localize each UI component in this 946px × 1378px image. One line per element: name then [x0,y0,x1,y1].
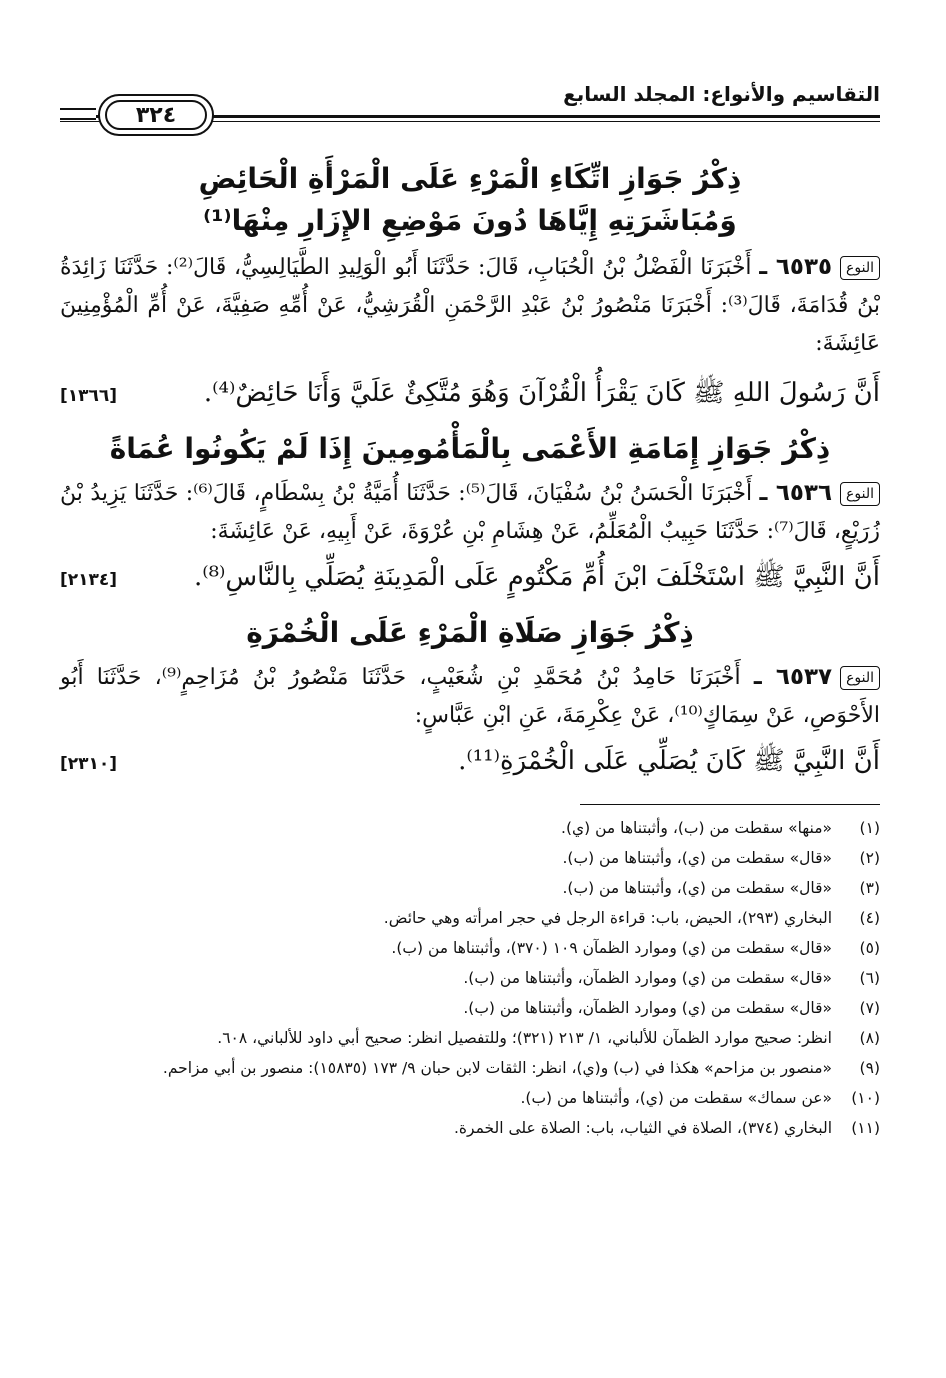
isnad-text: أَخْبَرَنَا الْحَسَنُ بْنُ سُفْيَانَ، قَالَ⁽⁵⁾: حَدَّثَنَا أُمَيَّةُ بْنُ بِسْطَامٍ، قَالَ⁽⁶⁾: حَدَّثَنَا يَزِيدُ بْنُ زُرَيْعٍ، قَالَ⁽⁷⁾: حَدَّثَنَا حَبِيبٌ الْمُعَلِّمُ، عَنْ هِشَامِ بْنِ عُرْوَةَ، عَنْ أَبِيهِ، عَنْ عَائِشَةَ: [60,481,880,544]
type-tag: النوع [840,666,880,690]
footnote-text: «قال» سقطت من (ي) وموارد الظمآن، وأثبتناها من (ب). [463,969,832,987]
footnote [60,1113,880,1143]
cross-reference: [٢١٣٤] [60,570,118,590]
footnote-text: «قال» سقطت من (ي)، وأثبتناها من (ب). [562,849,832,867]
matn-text: أَنَّ النَّبِيَّ ﷺ كَانَ يُصَلِّي عَلَى الْخُمْرَةِ⁽¹¹⁾. [458,746,880,776]
footnote-number: (٤) [859,909,880,927]
section-heading [60,612,880,654]
footnote-text: «منها» سقطت من (ب)، وأثبتناها من (ي). [561,819,832,837]
page-number: ٣٢٤ [105,100,207,130]
header-ornament [60,108,96,120]
footnote-number: (١٠) [851,1089,880,1107]
isnad-text: أَخْبَرَنَا حَامِدُ بْنُ مُحَمَّدِ بْنِ شُعَيْبٍ، حَدَّثَنَا مَنْصُورُ بْنُ مُزَاحِمٍ⁽⁹⁾، حَدَّثَنَا أَبُو الأَحْوَصِ، عَنْ سِمَاكٍ⁽¹⁰⁾، عَنْ عِكْرِمَةَ، عَنِ ابْنِ عَبَّاسٍ: [60,665,880,728]
running-title: التقاسيم والأنواع: المجلد السابع [549,82,880,106]
hadith-isnad [60,658,880,735]
footnote-text: «قال» سقطت من (ي)، وأثبتناها من (ب). [562,879,832,897]
footnote-number: (٦) [859,969,880,987]
heading-line: ذِكْرُ جَوَازِ إِمَامَةِ الأَعْمَى بِالْمَأْمُومِينَ إِذَا لَمْ يَكُونُوا عُمَاةً [109,432,831,465]
footnote [60,993,880,1023]
heading-line: وَمُبَاشَرَتِهِ إِيَّاهَا دُونَ مَوْضِعِ الإِزَارِ مِنْهَا⁽¹⁾ [203,204,737,237]
footnote [60,873,880,903]
footnote [60,1083,880,1113]
footnote-number: (٢) [859,849,880,867]
page-body [60,158,880,1143]
footnote-divider [580,804,880,805]
footnote-number: (٣) [859,879,880,897]
footnote-text: «قال» سقطت من (ي) وموارد الظمآن، وأثبتناها من (ب). [463,999,832,1017]
footnote [60,933,880,963]
footnote [60,1053,880,1083]
footnote [60,963,880,993]
hadith-matn [60,739,880,786]
heading-line: ذِكْرُ جَوَازِ صَلَاةِ الْمَرْءِ عَلَى الْخُمْرَةِ [246,616,694,649]
type-tag: النوع [840,482,880,506]
hadith-number: ٦٥٣٦ ـ [759,480,833,506]
footnote-text: انظر: صحيح موارد الظمآن للألباني، ١/ ٢١٣ (٣٢١)؛ وللتفصيل انظر: صحيح أبي داود للألباني، ٦٠٨. [217,1029,832,1047]
footnote-text: البخاري (٢٩٣)، الحيض، باب: قراءة الرجل في حجر امرأته وهي حائض. [383,909,832,927]
footnote [60,1023,880,1053]
section-heading [60,428,880,470]
matn-text: أَنَّ النَّبِيَّ ﷺ اسْتَخْلَفَ ابْنَ أُمِّ مَكْتُومٍ عَلَى الْمَدِينَةِ يُصَلِّي بِالنَّاسِ⁽⁸⁾. [193,562,880,592]
section-heading [60,158,880,242]
hadith-matn [60,371,880,418]
hadith-isnad [60,248,880,363]
footnotes [60,813,880,1143]
footnote-text: البخاري (٣٧٤)، الصلاة في الثياب، باب: الصلاة على الخمرة. [453,1119,832,1137]
matn-text: أَنَّ رَسُولَ اللهِ ﷺ كَانَ يَقْرَأُ الْقُرْآنَ وَهُوَ مُتَّكِئٌ عَلَيَّ وَأَنَا حَائِضٌ⁽⁴⁾. [203,378,880,408]
footnote-number: (١١) [851,1119,880,1137]
footnote [60,903,880,933]
footnote-text: «منصور بن مزاحم» هكذا في (ب) و(ي)، انظر: الثقات لابن حبان ٩/ ١٧٣ (١٥٨٣٥): منصور بن أبي مزاحم. [162,1059,832,1077]
cross-reference: [٢٣١٠] [60,754,118,774]
hadith-isnad [60,474,880,551]
isnad-text: أَخْبَرَنَا الْفَضْلُ بْنُ الْحُبَابِ، قَالَ: حَدَّثَنَا أَبُو الْوَلِيدِ الطَّيَالِسِيُّ، قَالَ⁽²⁾: حَدَّثَنَا زَائِدَةُ بْنُ قُدَامَةَ، قَالَ⁽³⁾: أَخْبَرَنَا مَنْصُورُ بْنُ عَبْدِ الرَّحْمَنِ الْقُرَشِيُّ، عَنْ أُمِّهِ صَفِيَّةَ، عَنْ أُمِّ الْمُؤْمِنِينَ عَائِشَةَ: [60,255,881,356]
type-tag: النوع [840,256,880,280]
page-number-frame [98,94,214,136]
footnote-number: (٩) [859,1059,880,1077]
cross-reference: [١٣٦٦] [60,386,118,406]
footnote-number: (٥) [859,939,880,957]
footnote-number: (٧) [859,999,880,1017]
footnote-text: «عن سماك» سقطت من (ي)، وأثبتناها من (ب). [520,1089,832,1107]
hadith-number: ٦٥٣٥ ـ [759,254,833,280]
hadith-number: ٦٥٣٧ ـ [753,664,833,690]
footnote [60,843,880,873]
footnote-number: (٨) [859,1029,880,1047]
footnote-number: (١) [859,819,880,837]
footnote [60,813,880,843]
page-header [60,80,880,136]
heading-line: ذِكْرُ جَوَازِ اتِّكَاءِ الْمَرْءِ عَلَى الْمَرْأَةِ الْحَائِضِ [198,162,742,195]
footnote-text: «قال» سقطت من (ي) وموارد الظمآن ١٠٩ (٣٧٠)، وأثبتناها من (ب). [391,939,832,957]
hadith-matn [60,555,880,602]
